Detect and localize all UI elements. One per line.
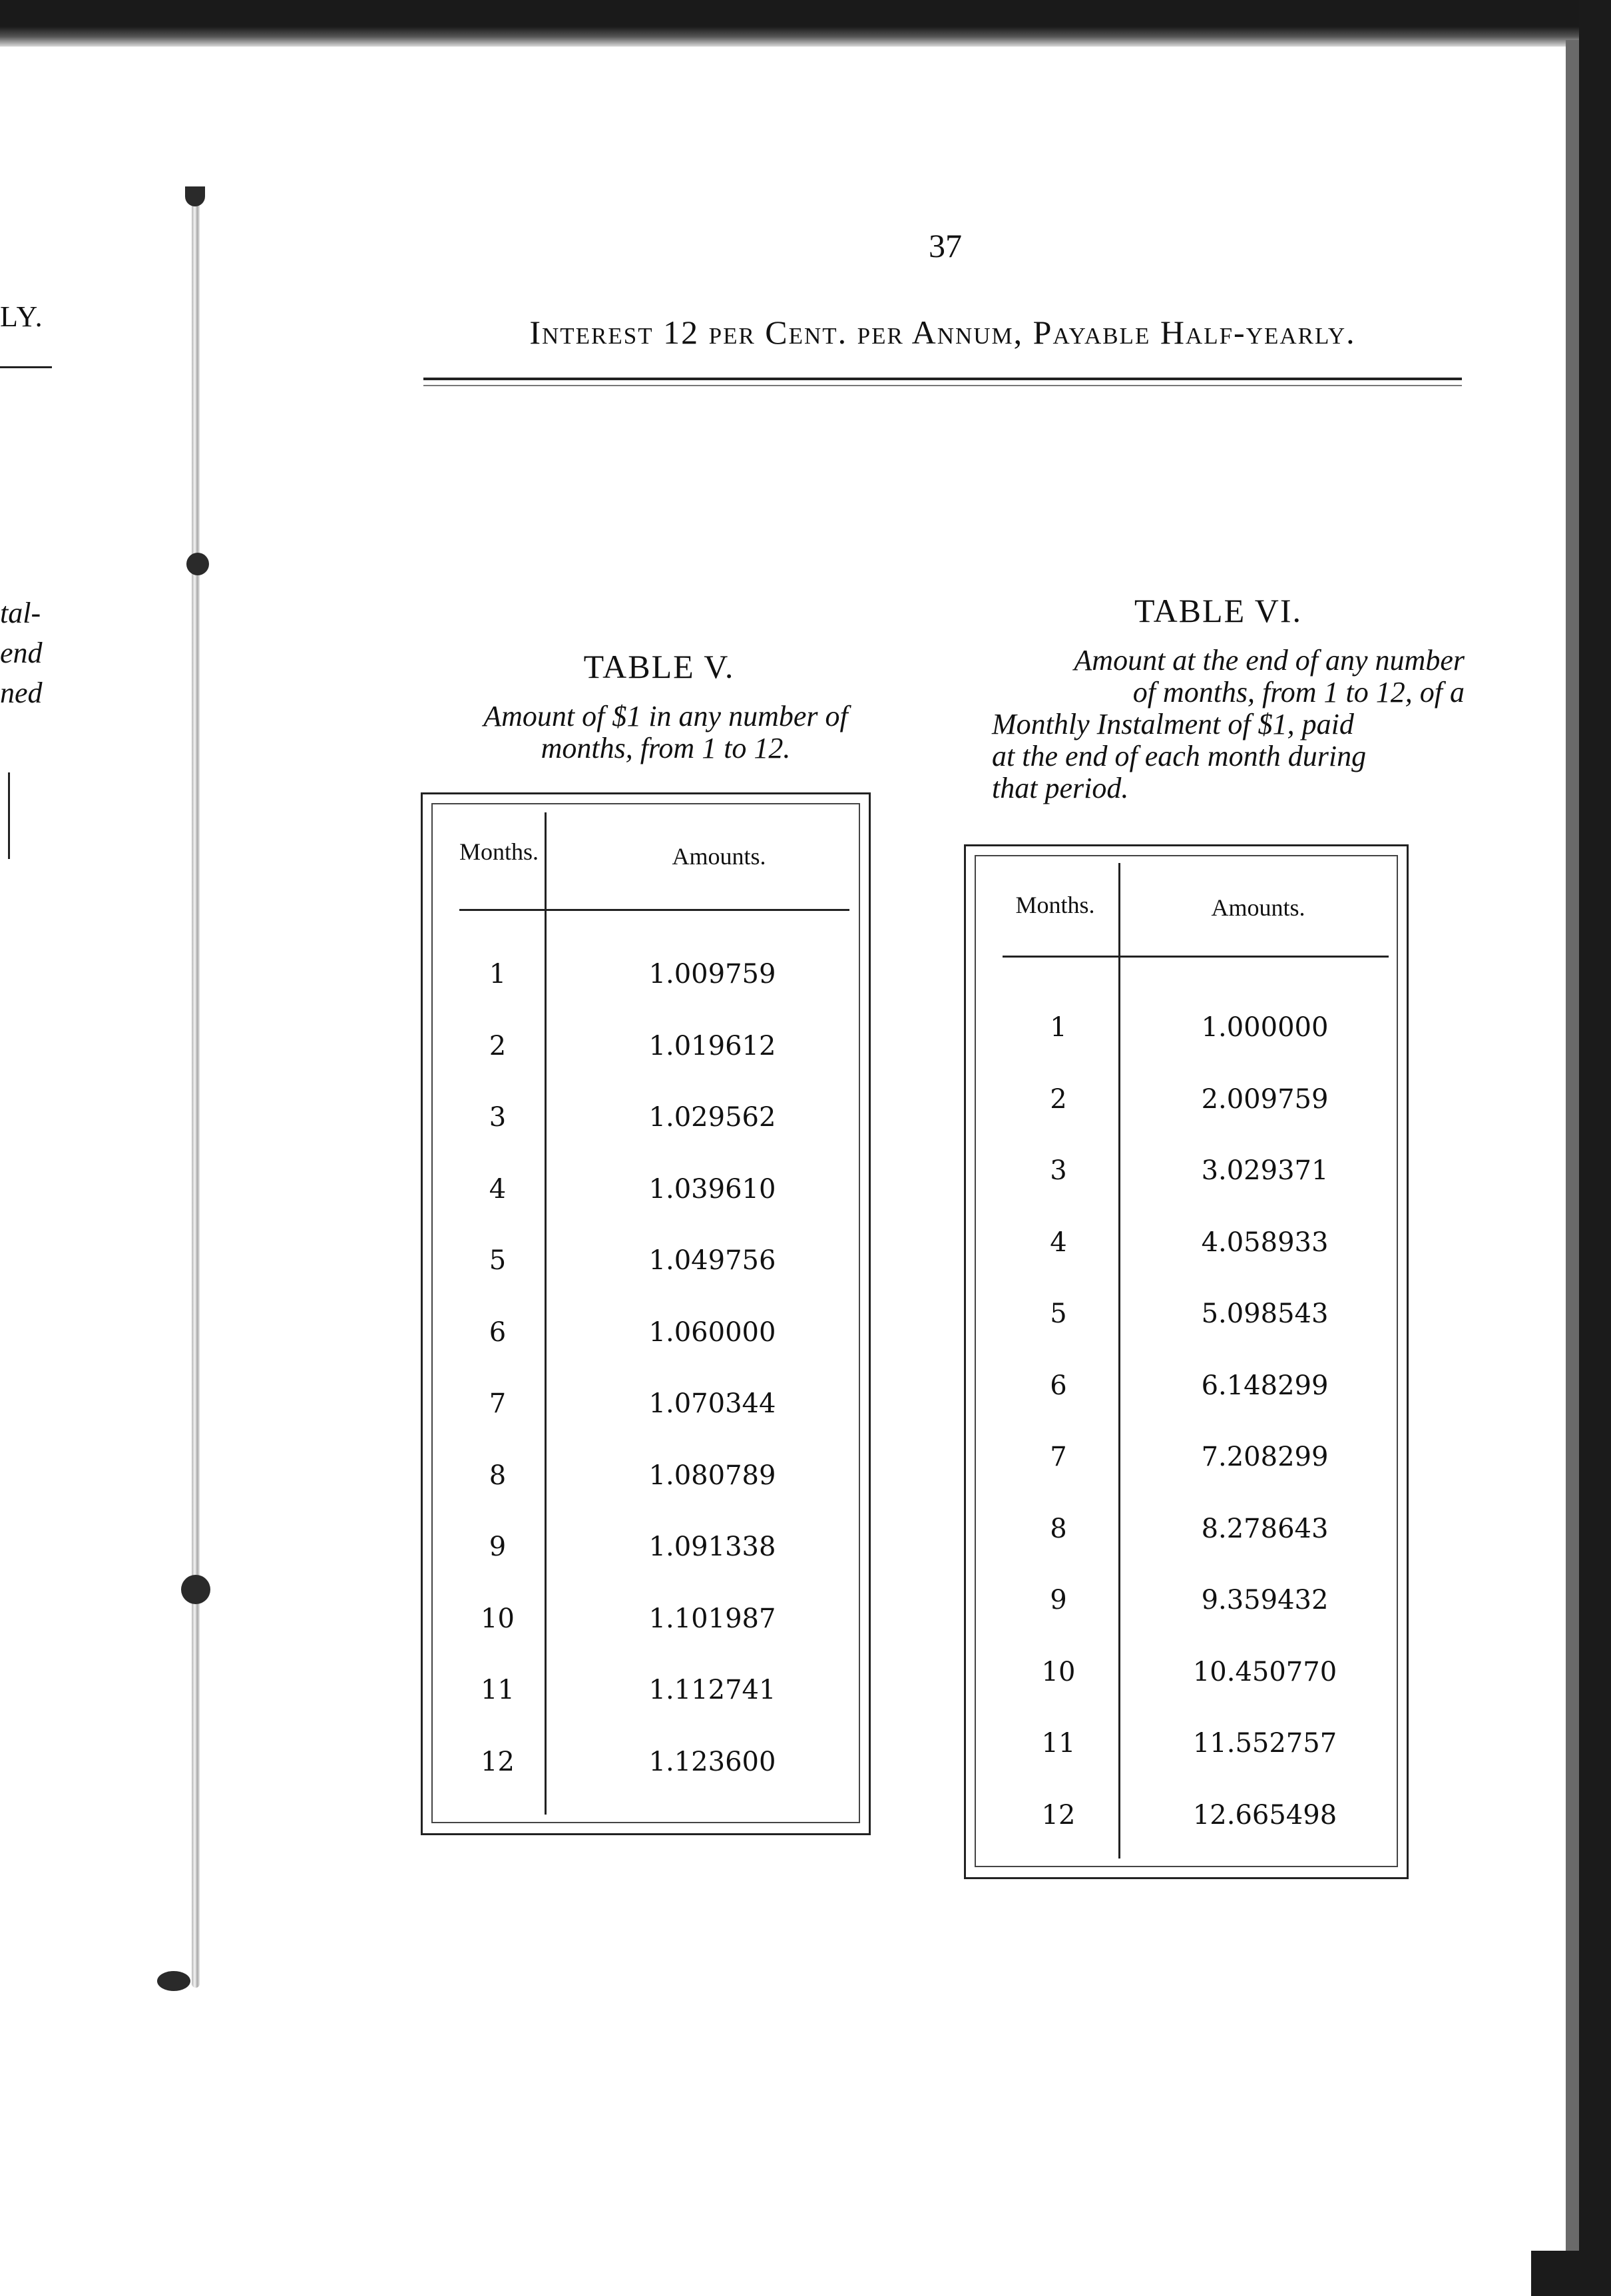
running-head: Interest 12 per Cent. per Annum, Payable Half-yearly. [529, 314, 1356, 351]
table-vi-title: TABLE VI. [1134, 592, 1302, 629]
table-row-month: 12 [1041, 1799, 1076, 1831]
table-v-header-months: Months. [459, 838, 539, 865]
table-row-amount: 1.070344 [648, 1388, 776, 1419]
table-vi-column-divider [1118, 863, 1120, 1859]
table-row-amount: 1.060000 [648, 1316, 776, 1348]
table-row-month: 1 [489, 959, 507, 990]
scan-right-edge [1579, 0, 1611, 2296]
table-row-month: 10 [481, 1603, 515, 1634]
table-row-month: 6 [1050, 1370, 1067, 1401]
table-v-column-divider [545, 812, 547, 1815]
table-row-amount: 6.148299 [1201, 1370, 1329, 1401]
table-row-amount: 1.112741 [648, 1675, 776, 1705]
table-row-amount: 1.000000 [1201, 1012, 1329, 1043]
caption-line: at the end of each month during [992, 740, 1367, 772]
table-row-month: 5 [1050, 1298, 1067, 1329]
table-row-amount: 9.359432 [1201, 1585, 1329, 1615]
table-row-amount: 1.123600 [648, 1746, 776, 1777]
binding-thread [192, 196, 200, 1988]
table-v-header-amounts: Amounts. [672, 843, 766, 870]
caption-line: Amount of $1 in any number of [483, 700, 848, 732]
left-page-fragment-2: tal- [0, 597, 41, 629]
table-row-month: 8 [1050, 1513, 1067, 1544]
page-number: 37 [929, 227, 962, 264]
caption-line: that period. [992, 772, 1129, 804]
table-row-month: 2 [489, 1030, 507, 1061]
table-vi-header-amounts: Amounts. [1211, 894, 1305, 921]
table-row-month: 5 [489, 1245, 507, 1276]
thread-knot [181, 1575, 210, 1604]
table-row-month: 11 [481, 1675, 515, 1705]
table-row-amount: 1.019612 [648, 1030, 776, 1061]
table-row-amount: 1.009759 [648, 959, 776, 990]
table-row-month: 10 [1041, 1656, 1076, 1687]
table-vi-header-months: Months. [1015, 892, 1095, 918]
table-v-caption [413, 701, 919, 764]
table-row-amount: 1.101987 [648, 1603, 776, 1634]
table-row-month: 3 [1050, 1155, 1067, 1186]
table-row-amount: 5.098543 [1201, 1298, 1329, 1329]
table-row-month: 1 [1050, 1012, 1067, 1043]
table-row-amount: 4.058933 [1201, 1227, 1329, 1258]
table-row-amount: 2.009759 [1201, 1083, 1329, 1115]
table-row-month: 6 [489, 1316, 507, 1348]
table-row-month: 3 [489, 1102, 507, 1133]
table-row-month: 2 [1050, 1083, 1067, 1115]
table-row-month: 4 [489, 1173, 507, 1205]
table-row-month: 7 [1050, 1442, 1067, 1472]
table-row-amount: 10.450770 [1192, 1656, 1337, 1687]
table-vi-caption [959, 645, 1465, 804]
table-row-month: 9 [489, 1532, 507, 1562]
left-page-rule [0, 366, 52, 368]
caption-line: months, from 1 to 12. [541, 732, 791, 764]
table-vi-inner-frame [975, 855, 1398, 1867]
table-row-amount: 1.080789 [648, 1460, 776, 1491]
thread-knot-bottom [157, 1971, 190, 1991]
left-page-table-edge [0, 772, 10, 859]
left-page-fragment-3: end [0, 637, 43, 669]
table-row-amount: 12.665498 [1192, 1799, 1337, 1831]
table-v-title: TABLE V. [583, 648, 735, 685]
table-row-month: 12 [481, 1746, 515, 1777]
left-page-fragment-1: LY. [0, 300, 44, 333]
caption-line: Monthly Instalment of $1, paid [992, 708, 1354, 740]
thread-knot [186, 553, 209, 575]
table-v-inner-frame [431, 803, 860, 1823]
scan-bottom-edge [1531, 2251, 1611, 2296]
caption-line: Amount at the end of any number [1074, 644, 1465, 677]
table-row-amount: 3.029371 [1201, 1155, 1329, 1186]
caption-line: of months, from 1 to 12, of a [1132, 676, 1465, 709]
head-rule [423, 385, 1462, 386]
page-edge-shadow [1566, 40, 1580, 2251]
table-row-amount: 1.049756 [648, 1245, 776, 1276]
table-vi-header-rule [1003, 956, 1389, 958]
table-v-header-rule [459, 909, 849, 911]
table-row-month: 9 [1050, 1585, 1067, 1615]
table-row-amount: 11.552757 [1192, 1728, 1337, 1759]
table-row-month: 8 [489, 1460, 507, 1491]
table-row-month: 11 [1041, 1728, 1076, 1759]
table-row-amount: 7.208299 [1201, 1442, 1329, 1472]
table-row-month: 4 [1050, 1227, 1067, 1258]
head-rule [423, 378, 1462, 380]
scan-top-edge [0, 0, 1579, 47]
thread-knot-top [185, 186, 205, 206]
left-page-fragment-4: ned [0, 677, 43, 709]
table-row-amount: 1.039610 [648, 1173, 776, 1205]
table-row-amount: 8.278643 [1201, 1513, 1329, 1544]
table-row-month: 7 [489, 1388, 507, 1419]
table-row-amount: 1.029562 [648, 1102, 776, 1133]
table-row-amount: 1.091338 [648, 1532, 776, 1562]
